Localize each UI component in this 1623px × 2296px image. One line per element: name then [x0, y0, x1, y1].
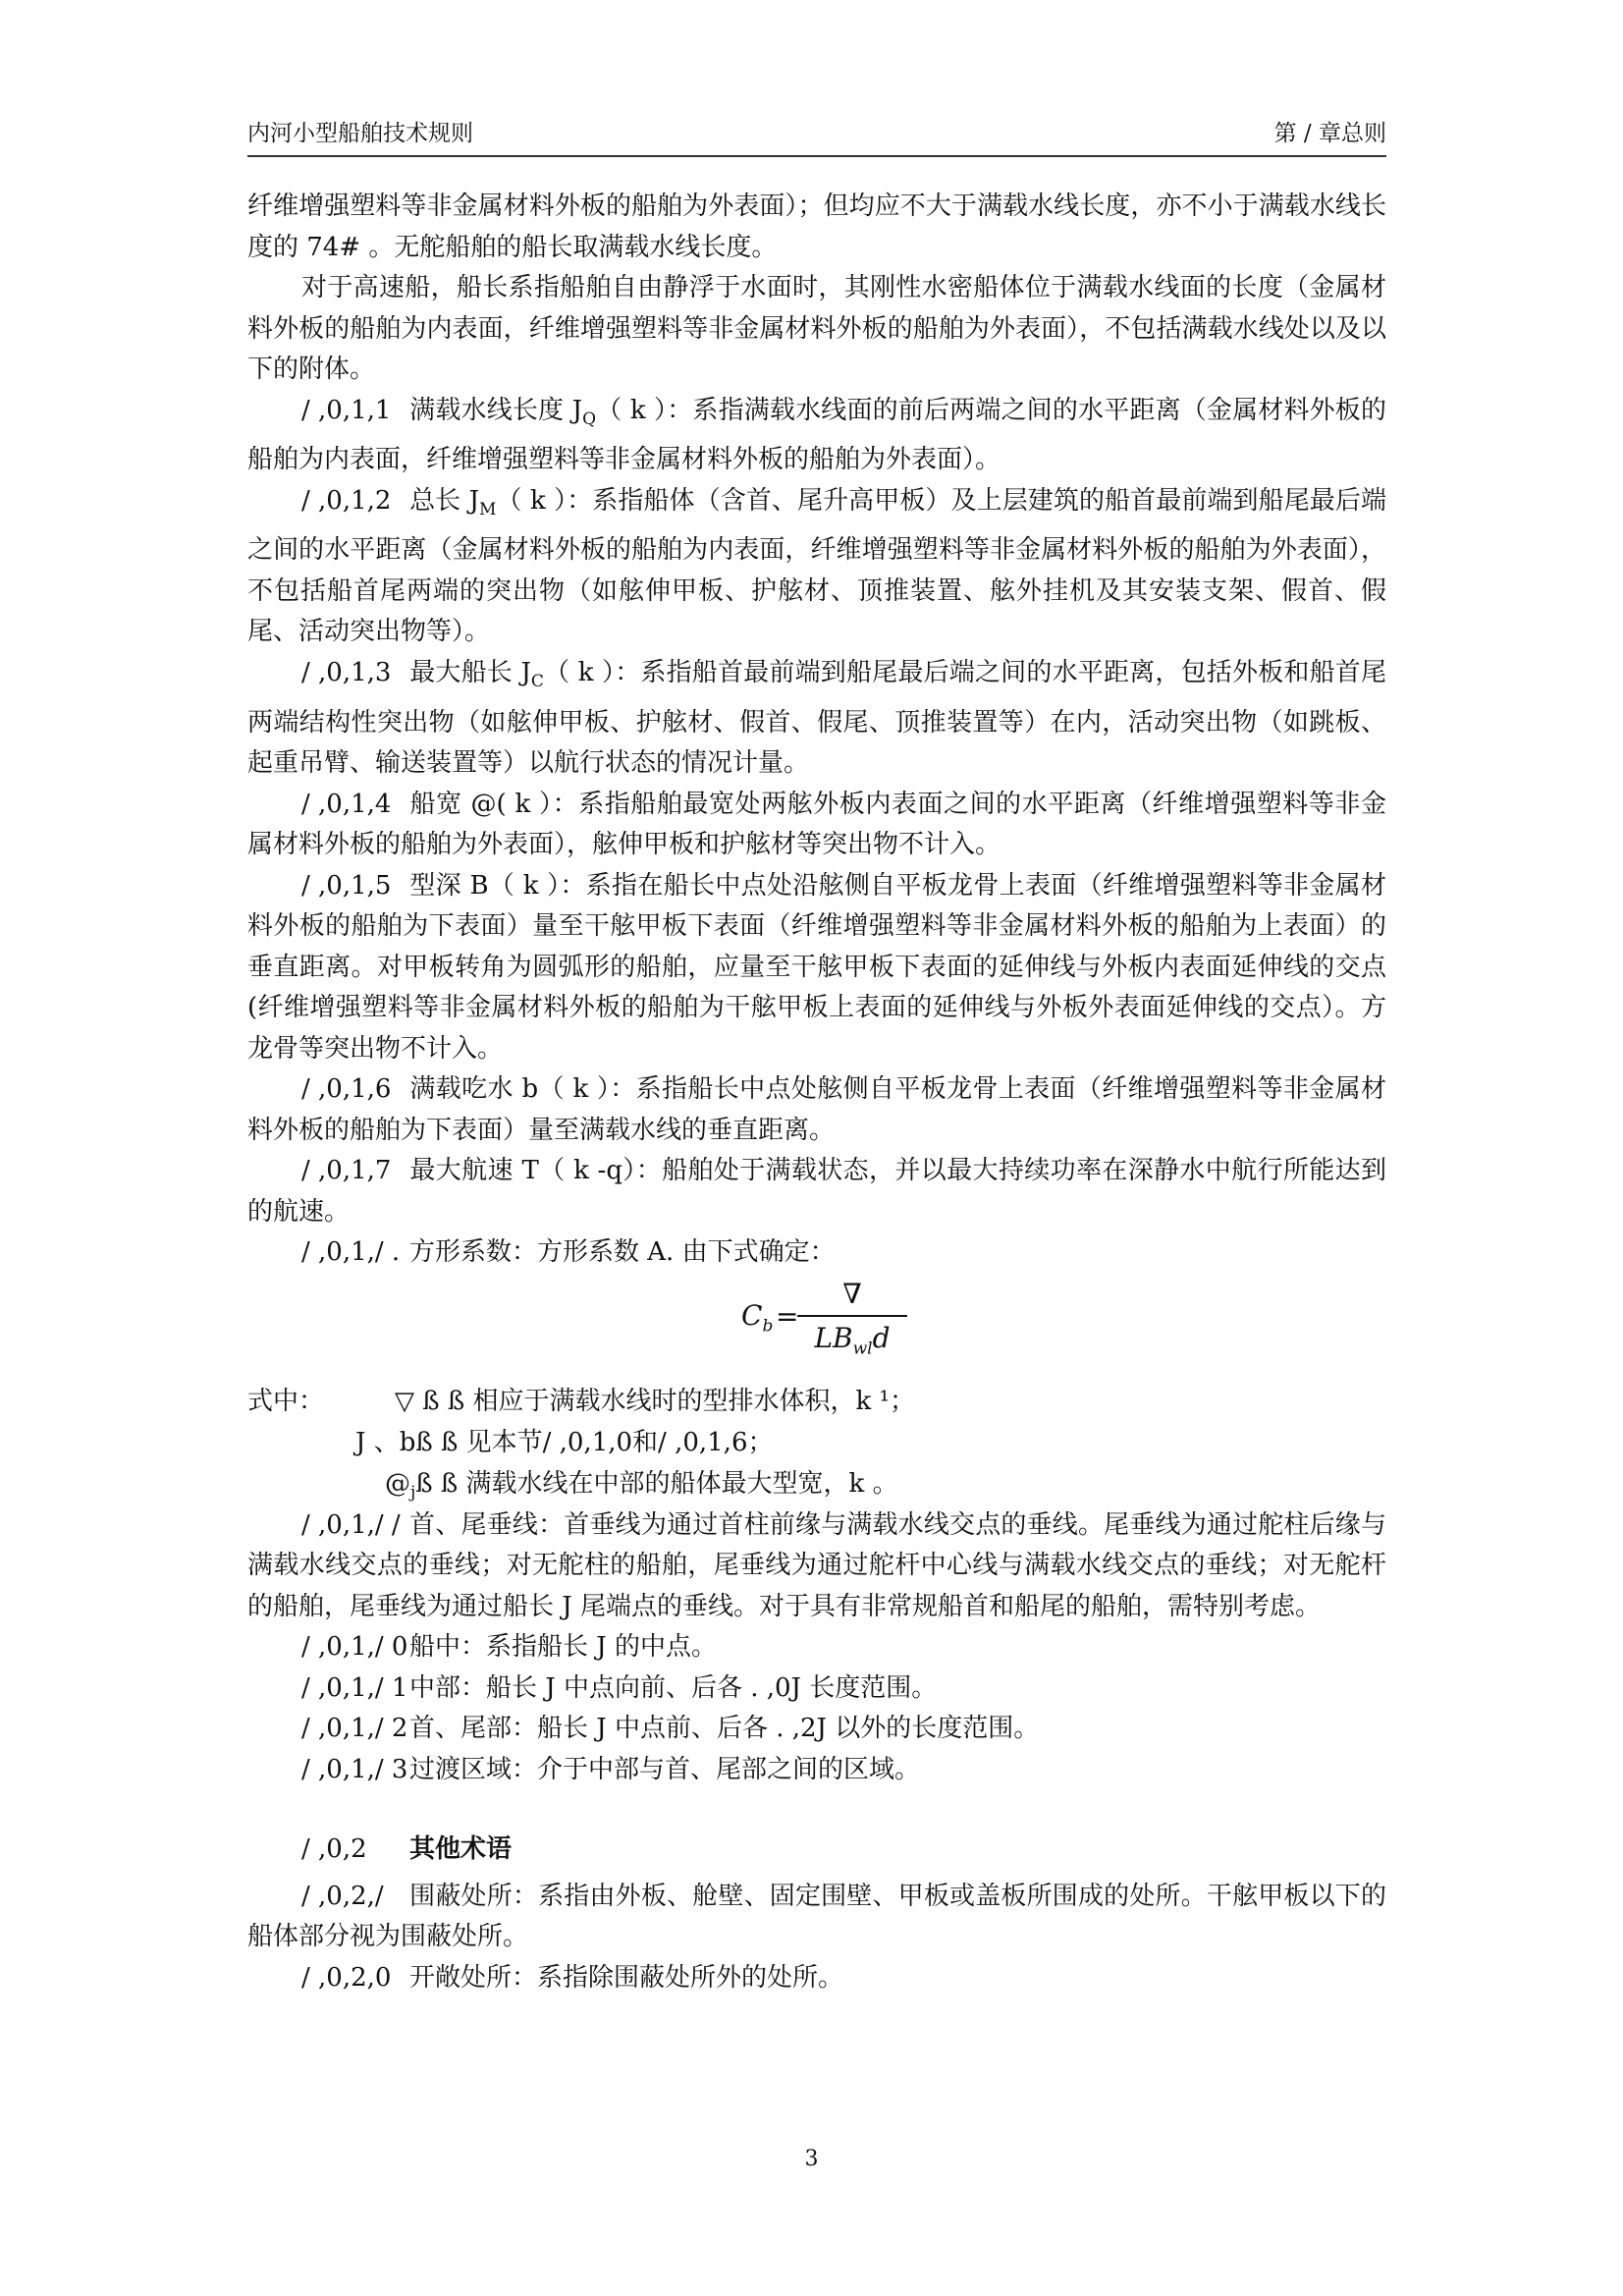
clause-number: / ,0,1,2 [301, 485, 392, 516]
clause-text: （ k ）：系指满载水线面的前后两端之间的水平距离（金属材料外板的船舶为内表面，纤维增强塑料等非金属材料外板的船舶为外表面）。 [247, 395, 1386, 475]
clause-number: / ,0,1,/ 2 [301, 1714, 408, 1744]
subscript: M [479, 499, 497, 519]
clause-text: 船宽 @( k ）：系指船舶最宽处两舷外板内表面之间的水平距离（纤维增强塑料等非金属材料外板的船舶为外表面），舷伸甲板和护舷材等突出物不计入。 [247, 789, 1386, 860]
clause-text: 型深 B（ k ）：系指在船长中点处沿舷侧自平板龙骨上表面（纤维增强塑料等非金属材料外板的船舶为下表面）量至干舷甲板下表面（纤维增强塑料等非金属材料外板的船舶为上表面）的垂直距离。对甲板转角为圆弧形的船舶，应量至干舷甲板下表面的延伸线与外板内表面延伸线的交点(纤维增强塑料等非金属材料外板的船舶为干舷甲板上表面的延伸线与外板外表面延伸线的交点）。方龙骨等突出物不计入。 [247, 870, 1386, 1064]
paragraph: 对于高速船，船长系指船舶自由静浮于水面时，其刚性水密船体位于满载水线面的长度（金属材料外板的船舶为内表面，纤维增强塑料等非金属材料外板的船舶为外表面），不包括满载水线处以及以下的附体。 [247, 273, 1386, 384]
clause-text: 过渡区域：介于中部与首、尾部之间的区域。 [409, 1754, 921, 1784]
clause-paragraph [247, 1958, 1386, 1999]
clause-term: 最大船长 J [409, 657, 531, 687]
clause-text: 围蔽处所：系指由外板、舱壁、固定围壁、甲板或盖板所围成的处所。干舷甲板以下的船体部分视为围蔽处所。 [247, 1881, 1386, 1952]
clause-paragraph [247, 1709, 1386, 1750]
clause-text: 开敞处所：系指除围蔽处所外的处所。 [409, 1962, 844, 1993]
clause-number: / ,0,1,6 [301, 1074, 392, 1105]
document-body [247, 187, 1386, 1998]
where-symbol: @ [385, 1468, 410, 1499]
clause-number: / ,0,1,/ / [301, 1509, 401, 1540]
clause-paragraph [247, 1151, 1386, 1232]
header-rule [247, 155, 1386, 157]
formula-symbol: C [741, 1298, 763, 1332]
section-number: / ,0,2 [301, 1834, 367, 1865]
clause-paragraph [247, 1750, 1386, 1791]
clause-number: / ,0,1,/ 3 [301, 1754, 408, 1784]
clause-number: / ,0,1,3 [301, 657, 392, 687]
where-definition [385, 1464, 898, 1514]
subscript: Q [582, 409, 597, 429]
clause-paragraph [247, 1668, 1386, 1710]
clause-paragraph [247, 481, 1386, 653]
clause-number: / ,0,2,/ [301, 1881, 384, 1911]
clause-paragraph [247, 1505, 1386, 1628]
clause-text: 首、尾垂线：首垂线为通过首柱前缘与满载水线交点的垂线。尾垂线为通过舵柱后缘与满载水线交点的垂线；对无舵柱的船舶，尾垂线为通过舵杆中心线与满载水线交点的垂线；对无舵杆的船舶，尾垂线为通过船长 J 尾端点的垂线。对于具有非常规船首和船尾的船舶，需特别考虑。 [247, 1509, 1386, 1621]
clause-paragraph [247, 653, 1386, 785]
clause-paragraph [247, 866, 1386, 1070]
subscript: C [530, 672, 544, 692]
clause-text: （ k ）：系指船体（含首、尾升高甲板）及上层建筑的船首最前端到船尾最后端之间的水平距离（金属材料外板的船舶为内表面，纤维增强塑料等非金属材料外板的船舶为外表面），不包括船首尾两端的突出物（如舷伸甲板、护舷材、顶推装置、舷外挂机及其安装支架、假首、假尾、活动突出物等）。 [247, 485, 1386, 647]
formula-fraction [797, 1276, 907, 1369]
clause-paragraph [247, 391, 1386, 481]
clause-paragraph [247, 1877, 1386, 1958]
where-definition: J 、bß ß 见本节/ ,0,1,0和/ ,0,1,6； [355, 1427, 774, 1457]
clause-number: / ,0,1,/ . [301, 1237, 401, 1268]
clause-number: / ,0,1,1 [301, 395, 392, 425]
page-number: 3 [804, 2147, 819, 2171]
clause-number: / ,0,1,5 [301, 870, 392, 901]
block-coefficient-formula [247, 1276, 1386, 1382]
running-header [247, 116, 1386, 151]
formula-denominator [797, 1319, 907, 1369]
clause-text: 首、尾部：船长 J 中点前、后各 . ,2J 以外的长度范围。 [409, 1714, 1040, 1744]
clause-number: / ,0,1,4 [301, 789, 392, 819]
clause-number: / ,0,1,/ 0 [301, 1632, 408, 1663]
clause-text: （ k ）：系指船首最前端到船尾最后端之间的水平距离，包括外板和船首尾两端结构性突出物（如舷伸甲板、护舷材、假首、假尾、顶推装置等）在内，活动突出物（如跳板、起重吊臂、输送装置等）以航行状态的情况计量。 [247, 657, 1386, 779]
clause-paragraph [247, 1232, 1386, 1274]
clause-paragraph [247, 1069, 1386, 1151]
where-line [247, 1382, 1386, 1423]
clause-text: 满载吃水 b（ k ）：系指船长中点处舷侧自平板龙骨上表面（纤维增强塑料等非金属材料外板的船舶为下表面）量至满载水线的垂直距离。 [247, 1074, 1386, 1145]
formula-den-main: LB [814, 1321, 853, 1354]
formula-numerator: ∇ [842, 1277, 862, 1310]
clause-number: / ,0,1,7 [301, 1156, 392, 1186]
clause-paragraph [247, 785, 1386, 866]
where-label: 式中： [247, 1386, 325, 1416]
clause-text: 船中：系指船长 J 的中点。 [409, 1632, 717, 1663]
clause-text: 方形系数：方形系数 A. 由下式确定： [409, 1237, 836, 1268]
clause-paragraph [247, 1627, 1386, 1668]
clause-text: 最大航速 T（ k -q）：船舶处于满载状态，并以最大持续功率在深静水中航行所能达到的航速。 [247, 1156, 1386, 1227]
where-line [247, 1423, 1386, 1464]
where-line [247, 1464, 1386, 1505]
formula-den-sub: wl [852, 1339, 873, 1359]
clause-text: 中部：船长 J 中点向前、后各 . ,0J 长度范围。 [409, 1672, 938, 1703]
formula-den-tail: d [872, 1321, 891, 1354]
fraction-bar [797, 1315, 907, 1317]
clause-term: 满载水线长度 J [409, 395, 583, 425]
header-book-title: 内河小型船舶技术规则 [247, 121, 473, 146]
formula-lhs [741, 1299, 773, 1337]
formula-subscript: b [762, 1316, 774, 1337]
where-subscript: j [410, 1482, 416, 1503]
clause-number: / ,0,1,/ 1 [301, 1672, 408, 1703]
clause-number: / ,0,2,0 [301, 1962, 392, 1993]
header-chapter-title: 第 / 章总则 [1273, 121, 1386, 146]
where-definition: ▽ ß ß 相应于满载水线时的型排水体积，k ¹； [395, 1386, 915, 1416]
where-text: ß ß 满载水线在中部的船体最大型宽，k 。 [415, 1468, 898, 1499]
clause-term: 总长 J [409, 485, 480, 516]
section-title: 其他术语 [409, 1834, 513, 1865]
formula-equals: = [776, 1299, 799, 1333]
section-heading [247, 1830, 1386, 1871]
paragraph: 纤维增强塑料等非金属材料外板的船舶为外表面）；但均应不大于满载水线长度，亦不小于满载水线长度的 74# 。无舵船舶的船长取满载水线长度。 [247, 191, 1386, 262]
